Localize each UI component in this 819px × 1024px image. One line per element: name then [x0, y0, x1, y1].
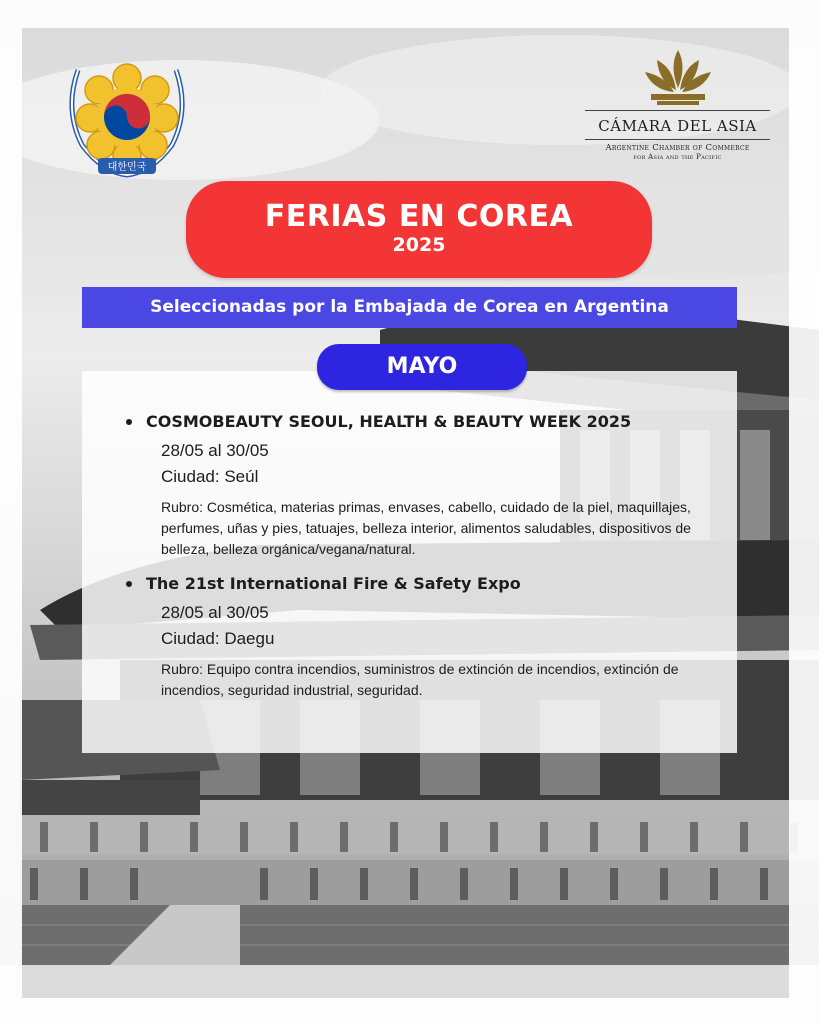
event-name: COSMOBEAUTY SEOUL, HEALTH & BEAUTY WEEK 2025 [146, 412, 632, 431]
bullet-icon [126, 419, 132, 425]
logo-rule-top [585, 110, 770, 111]
event-dates: 28/05 al 30/05 [161, 441, 269, 460]
event-title [118, 574, 718, 593]
camara-del-asia-logo [585, 48, 770, 168]
events-list [118, 412, 718, 715]
event-name: The 21st International Fire & Safety Expo [146, 574, 521, 593]
event-item [118, 412, 718, 560]
event-city: Ciudad: Daegu [161, 629, 275, 648]
bullet-icon [126, 581, 132, 587]
event-rubro: Rubro: Cosmética, materias primas, envases, cabello, cuidado de la piel, maquillajes, perfumes, uñas y pies, tatuajes, belleza interior, alimentos saludables, dispositivos de belleza, belleza orgánica/vegana/natural. [161, 499, 691, 557]
title-banner [186, 181, 652, 278]
event-item [118, 574, 718, 701]
subtitle-band: Seleccionadas por la Embajada de Corea en Argentina [82, 287, 737, 328]
event-title [118, 412, 718, 431]
event-dates: 28/05 al 30/05 [161, 603, 269, 622]
chamber-subtitle-2: for Asia and the Pacific [633, 153, 722, 161]
chamber-name: CÁMARA DEL ASIA [598, 117, 757, 135]
event-city: Ciudad: Seúl [161, 467, 259, 486]
event-rubro: Rubro: Equipo contra incendios, suministros de extinción de incendios, extinción de incendios, seguridad industrial, seguridad. [161, 661, 679, 698]
korea-emblem-icon [58, 50, 196, 180]
logo-rule-bottom [585, 139, 770, 140]
page-year: 2025 [392, 234, 446, 256]
month-badge: MAYO [317, 344, 527, 390]
chamber-subtitle-1: Argentine Chamber of Commerce [605, 143, 750, 153]
page-title: FERIAS EN COREA [264, 199, 574, 234]
emblem-caption: 대한민국 [107, 162, 147, 173]
lotus-logo-icon [643, 48, 713, 106]
